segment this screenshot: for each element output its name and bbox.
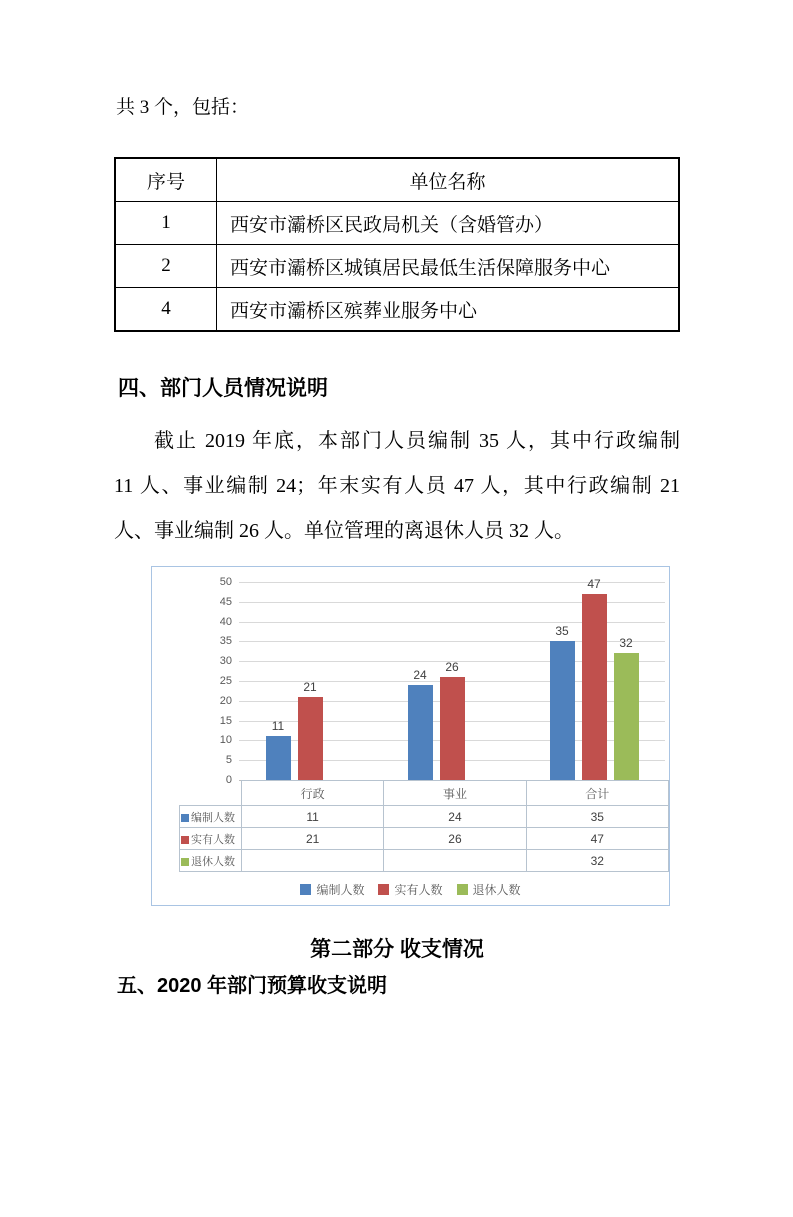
category-label: 行政	[241, 781, 383, 806]
data-table-value: 11	[241, 806, 383, 828]
legend-item	[457, 881, 521, 898]
y-axis-tick-label: 25	[219, 675, 232, 687]
y-axis-tick-label: 5	[225, 754, 232, 767]
y-axis-tick-label: 10	[219, 734, 232, 747]
intro-text: 共 3 个，包括：	[116, 97, 250, 118]
series-row-label: 编制人数	[180, 806, 242, 828]
y-axis-tick-label: 40	[219, 615, 232, 628]
y-axis-tick-label: 50	[219, 576, 232, 588]
bar-value-label: 32	[619, 636, 633, 651]
bar-value-label: 24	[413, 667, 427, 682]
row-unit-name: 西安市灞桥区殡葬业服务中心	[217, 288, 680, 332]
org-units-table	[114, 157, 680, 332]
data-table-value: 24	[384, 806, 526, 828]
data-table-value: 47	[526, 828, 668, 850]
y-axis-tick-label: 30	[219, 655, 232, 668]
row-unit-name: 西安市灞桥区城镇居民最低生活保障服务中心	[217, 245, 680, 288]
legend-color-swatch-icon	[300, 884, 311, 895]
series-key-swatch-icon	[181, 814, 189, 822]
row-no: 4	[115, 288, 217, 332]
chart-legend	[152, 881, 669, 898]
series-key-swatch-icon	[181, 858, 189, 866]
bar-value-label: 11	[271, 719, 285, 734]
category-label: 合计	[526, 781, 668, 806]
y-axis-tick-label: 35	[219, 635, 232, 648]
data-table-value: 26	[384, 828, 526, 850]
bar-实有人数	[582, 594, 607, 780]
bar-value-label: 47	[587, 576, 601, 591]
y-axis-tick-label: 45	[219, 595, 232, 608]
personnel-bar-chart	[151, 566, 670, 906]
legend-label: 实有人数	[394, 883, 443, 897]
section4-heading: 四、部门人员情况说明	[118, 377, 328, 400]
paragraph-line: 人、事业编制 26 人。单位管理的离退休人员 32 人。	[114, 520, 574, 542]
bar-编制人数	[408, 685, 433, 780]
org-table-header-row	[115, 158, 679, 202]
data-table-corner	[180, 781, 242, 806]
y-axis-tick-label: 15	[219, 714, 232, 727]
bar-实有人数	[298, 697, 323, 780]
bar-退休人数	[614, 653, 639, 780]
table-row	[115, 288, 679, 332]
table-row	[115, 202, 679, 245]
row-no: 1	[115, 202, 217, 245]
row-no: 2	[115, 245, 217, 288]
bar-实有人数	[440, 677, 465, 780]
legend-color-swatch-icon	[457, 884, 468, 895]
series-key-swatch-icon	[181, 836, 189, 844]
data-table-value: 32	[526, 850, 668, 872]
data-table-row	[180, 806, 669, 828]
data-table-value: 35	[526, 806, 668, 828]
section5-heading: 五、2020 年部门预算收支说明	[117, 975, 388, 997]
data-table-row	[180, 828, 669, 850]
bar-value-label: 26	[445, 660, 459, 675]
data-table-value	[384, 850, 526, 872]
table-row	[115, 245, 679, 288]
personnel-paragraph	[114, 419, 680, 554]
y-axis-tick-label: 20	[219, 694, 232, 707]
row-unit-name: 西安市灞桥区民政局机关（含婚管办）	[217, 202, 680, 245]
bar-value-label: 35	[555, 624, 569, 639]
legend-item	[300, 881, 364, 898]
paragraph-line: 截止 2019 年底，本部门人员编制 35 人，其中行政编制	[154, 430, 680, 452]
category-label: 事业	[384, 781, 526, 806]
paragraph-line: 11 人、事业编制 24；年末实有人员 47 人，其中行政编制 21	[114, 475, 680, 497]
legend-label: 退休人数	[472, 883, 521, 897]
col-header-no: 序号	[115, 158, 217, 202]
data-table-row	[180, 850, 669, 872]
legend-item	[378, 881, 442, 898]
data-table-value	[241, 850, 383, 872]
data-table-value: 21	[241, 828, 383, 850]
bar-编制人数	[550, 641, 575, 780]
part2-title: 第二部分 收支情况	[310, 938, 484, 961]
col-header-name: 单位名称	[217, 158, 680, 202]
bar-value-label: 21	[303, 679, 317, 694]
bar-编制人数	[266, 736, 291, 780]
y-axis-tick-label: 0	[225, 774, 232, 786]
legend-label: 编制人数	[316, 883, 365, 897]
document-page	[0, 95, 793, 1217]
series-row-label: 实有人数	[180, 828, 242, 850]
legend-color-swatch-icon	[378, 884, 389, 895]
chart-data-table	[179, 780, 669, 872]
series-row-label: 退休人数	[180, 850, 242, 872]
